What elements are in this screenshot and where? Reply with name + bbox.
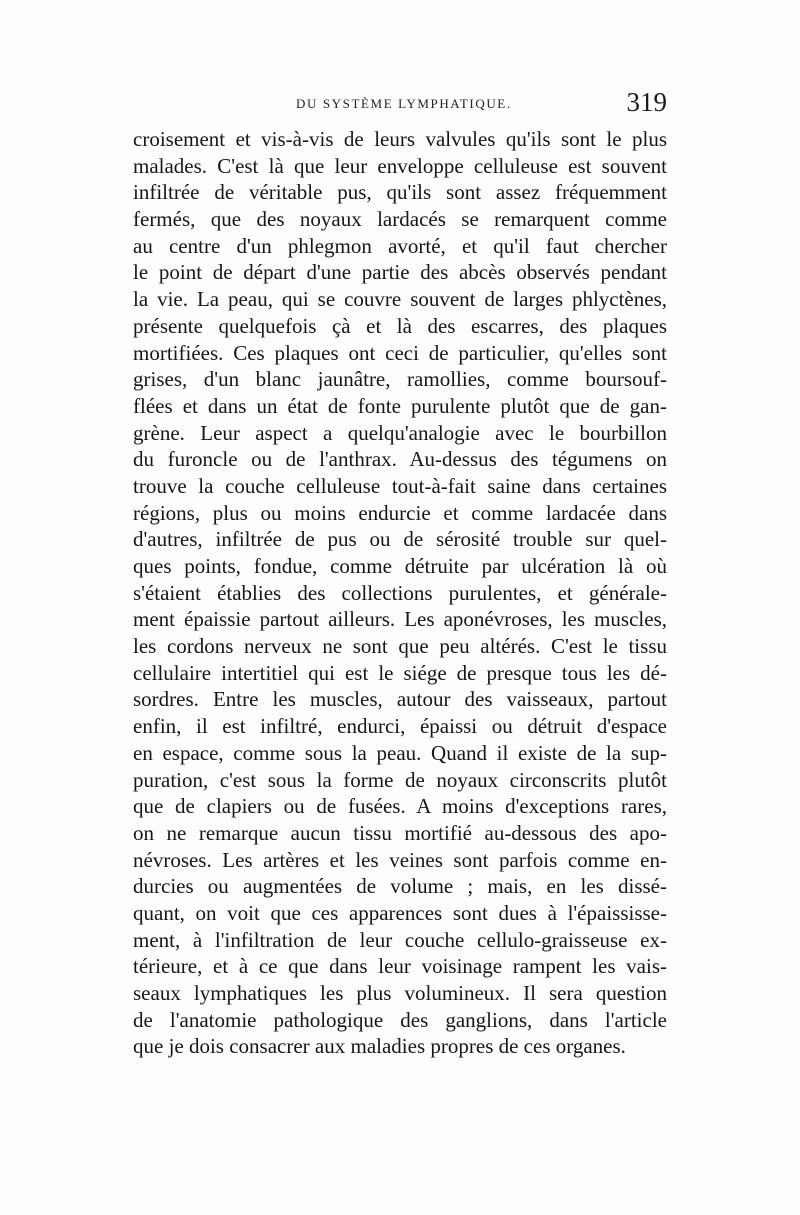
text-line: durcies ou augmentées de volume ; mais, en les dissé- bbox=[133, 874, 667, 899]
text-line: malades. C'est là que leur enveloppe celluleuse est souvent bbox=[133, 153, 667, 178]
running-title: DU SYSTÈME LYMPHATIQUE. bbox=[296, 96, 512, 111]
text-line: ques points, fondue, comme détruite par ulcération là où bbox=[133, 554, 667, 578]
text-line: enfin, il est infiltré, endurci, épaissi ou détruit d'espace bbox=[133, 714, 667, 739]
text-line: s'étaient établies des collections purulentes, et générale- bbox=[133, 580, 667, 605]
body-text bbox=[133, 126, 667, 1060]
text-line: au centre d'un phlegmon avorté, et qu'il faut chercher bbox=[133, 233, 667, 258]
page-number: 319 bbox=[626, 87, 667, 117]
text-line: puration, c'est sous la forme de noyaux circonscrits plutôt bbox=[133, 767, 667, 792]
text-line: que je dois consacrer aux maladies propres de ces organes. bbox=[133, 1034, 626, 1059]
text-line: ment, à l'infiltration de leur couche cellulo-graisseuse ex- bbox=[133, 927, 667, 952]
text-line: croisement et vis-à-vis de leurs valvules qu'ils sont le plus bbox=[133, 127, 667, 151]
text-line: en espace, comme sous la peau. Quand il existe de la sup- bbox=[133, 740, 667, 765]
text-line: du furoncle ou de l'anthrax. Au-dessus des tégumens on bbox=[133, 447, 667, 472]
text-line: trouve la couche celluleuse tout-à-fait saine dans certaines bbox=[133, 473, 667, 498]
text-line: grène. Leur aspect a quelqu'analogie avec le bourbillon bbox=[133, 420, 667, 445]
text-line: d'autres, infiltrée de pus ou de sérosité trouble sur quel- bbox=[133, 527, 667, 552]
text-line: névroses. Les artères et les veines sont parfois comme en- bbox=[133, 847, 667, 872]
text-line: flées et dans un état de fonte purulente plutôt que de gan- bbox=[133, 393, 667, 418]
running-head bbox=[133, 87, 667, 123]
text-line: la vie. La peau, qui se couvre souvent de larges phlyctènes, bbox=[133, 287, 667, 312]
text-line: infiltrée de véritable pus, qu'ils sont assez fréquemment bbox=[133, 180, 667, 205]
text-line: mortifiées. Ces plaques ont ceci de particulier, qu'elles sont bbox=[133, 340, 667, 365]
text-line: régions, plus ou moins endurcie et comme lardacée dans bbox=[133, 500, 667, 525]
text-line: sordres. Entre les muscles, autour des vaisseaux, partout bbox=[133, 687, 667, 712]
text-line: les cordons nerveux ne sont que peu altérés. C'est le tissu bbox=[133, 634, 667, 659]
text-line: présente quelquefois çà et là des escarres, des plaques bbox=[133, 313, 667, 338]
text-line: grises, d'un blanc jaunâtre, ramollies, comme boursouf- bbox=[133, 367, 667, 392]
text-line: ment épaissie partout ailleurs. Les aponévroses, les muscles, bbox=[133, 607, 667, 632]
text-line: fermés, que des noyaux lardacés se remarquent comme bbox=[133, 207, 667, 232]
text-line: quant, on voit que ces apparences sont dues à l'épaississe- bbox=[133, 900, 667, 925]
text-line: térieure, et à ce que dans leur voisinage rampent les vais- bbox=[133, 954, 667, 979]
text-line: cellulaire intertitiel qui est le siége de presque tous les dé- bbox=[133, 660, 667, 685]
text-line: seaux lymphatiques les plus volumineux. Il sera question bbox=[133, 981, 667, 1005]
text-line: de l'anatomie pathologique des ganglions, dans l'article bbox=[133, 1007, 667, 1032]
text-line: que de clapiers ou de fusées. A moins d'exceptions rares, bbox=[133, 794, 667, 819]
text-line: on ne remarque aucun tissu mortifié au-dessous des apo- bbox=[133, 820, 667, 845]
text-line: le point de départ d'une partie des abcès observés pendant bbox=[133, 260, 667, 285]
